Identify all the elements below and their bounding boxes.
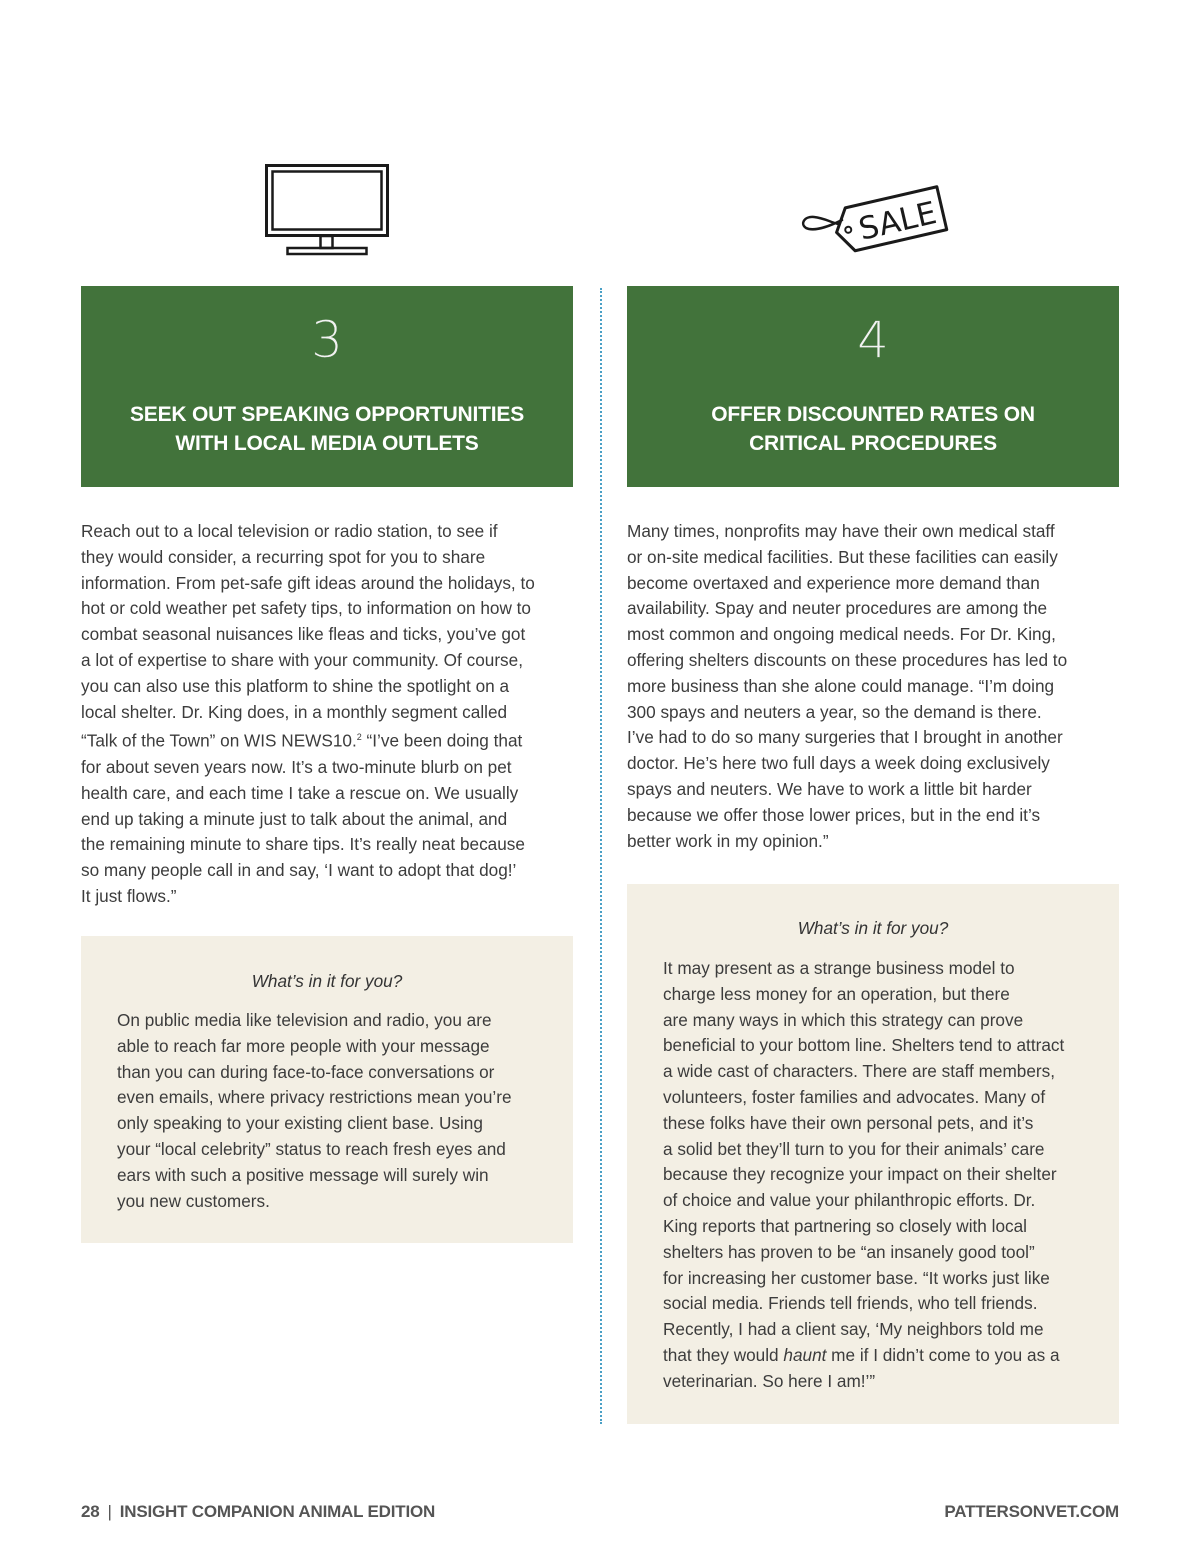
callout-question: What’s in it for you? — [251, 971, 403, 991]
page-number: 28 — [81, 1502, 100, 1521]
tv-icon — [265, 164, 389, 261]
callout-text: On public media like television and radio, you are able to reach far more people with your message than you can during face-to-face conversations or even emails, where privacy restrictions mean you’re only speaking to your existing client base. Using your “local celebrity” status to reach fresh eyes and ears with such a positive message will surely win you new customers. — [117, 1010, 512, 1211]
sale-tag-icon — [800, 170, 950, 265]
section-heading: OFFER DISCOUNTED RATES ON CRITICAL PROCEDURES — [711, 403, 1035, 455]
column-divider — [600, 288, 602, 1424]
section-body: Many times, nonprofits may have their own medical staff or on-site medical facilities. But these facilities can easily become overtaxed and experience more demand than availability. Spay and neuter procedures are among the most common and ongoing medical needs. For Dr. King, offering shelters discounts on these procedures has led to more business than she alone could manage. “I’m doing 300 spays and neuters a year, so the demand is there. I’ve had to do so many surgeries that I brought in another doctor. He’s here two full days a week doing exclusively spays and neuters. We have to work a little bit harder because we offer those lower prices, but in the end it’s better work in my opinion.” — [627, 521, 1068, 851]
section-heading: SEEK OUT SPEAKING OPPORTUNITIES WITH LOCAL MEDIA OUTLETS — [129, 403, 525, 455]
footer-website[interactable]: PATTERSONVET.COM — [944, 1502, 1119, 1521]
section-body: Reach out to a local television or radio station, to see if they would consider, a recurring spot for you to share information. From pet-safe gift ideas around the holidays, to hot or cold weather pet safety tips, to information on how to combat seasonal nuisances like fleas and ticks, you’ve got a lot of expertise to share with your community. Of course, you can also use this platform to shine the spotlight on a local shelter. Dr. King does, in a monthly segment called “Talk of the Town” on WIS NEWS10.$^2$ “I’ve been doing that for about seven years now. It’s a two-minute blurb on pet health care, and each time I take a rescue on. We usually end up taking a minute just to talk about the animal, and the remaining minute to share tips. It’s really neat because so many people call in and say, ‘I want to adopt that dog!’ It just flows.” — [81, 521, 535, 906]
section-number: 3 — [311, 311, 343, 369]
callout-box — [81, 936, 573, 1243]
section-4-banner — [627, 286, 1119, 487]
callout-box — [627, 884, 1119, 1424]
footer-publication — [81, 1500, 435, 1524]
sale-tag-text: SALE — [855, 195, 940, 248]
section-number: 4 — [857, 311, 889, 369]
callout-question: What’s in it for you? — [797, 918, 949, 938]
publication-name: INSIGHT COMPANION ANIMAL EDITION — [119, 1502, 436, 1521]
callout-text: It may present as a strange business model to charge less money for an operation, but there are many ways in which this strategy can prove beneficial to your bottom line. Shelters tend to attract a wide cast of characters. There are staff members, volunteers, foster families and advocates. Many of these folks have their own personal pets, and it’s a solid bet they’ll turn to you for their animals’ care because they recognize your impact on their shelter of choice and value your philanthropic efforts. Dr. King reports that partnering so closely with local shelters has proven to be “an insanely good tool” for increasing her customer base. “It works just like social media. Friends tell friends, who tell friends. Recently, I had a client say, ‘My neighbors told me that they would haunt me if I didn’t come to you as a veterinarian. So here I am!’” — [663, 958, 1065, 1391]
footnote-ref: 2 — [356, 732, 362, 743]
section-3-banner — [81, 286, 573, 487]
footer-separator: | — [107, 1502, 112, 1521]
